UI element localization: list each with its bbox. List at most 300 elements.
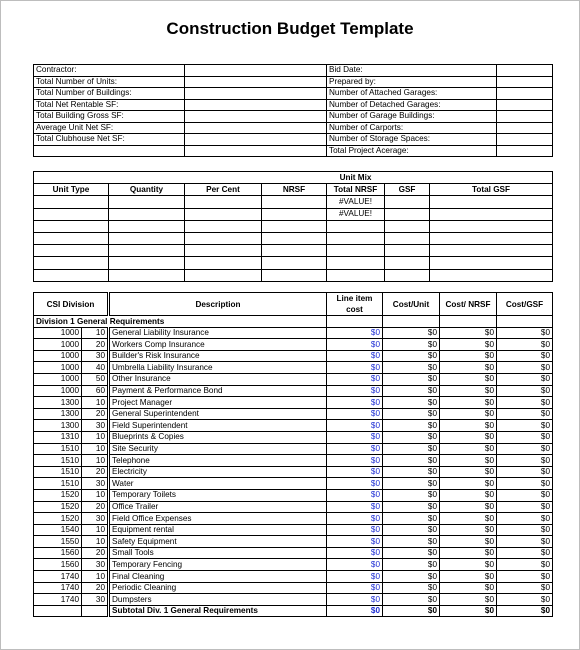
csi-subcode: 10 bbox=[82, 431, 109, 443]
unit-mix-cell[interactable] bbox=[327, 232, 385, 244]
cost-per-unit: $0 bbox=[383, 513, 440, 525]
description: Final Cleaning bbox=[109, 571, 327, 583]
column-header: Total GSF bbox=[430, 184, 553, 196]
line-item-cost: $0 bbox=[327, 420, 383, 432]
unit-mix-cell[interactable] bbox=[109, 245, 185, 257]
cost-per-gsf: $0 bbox=[497, 524, 553, 536]
description: General Liability Insurance bbox=[109, 327, 327, 339]
csi-subcode: 10 bbox=[82, 455, 109, 467]
line-item-cost: $0 bbox=[327, 373, 383, 385]
unit-mix-title-row bbox=[34, 172, 553, 184]
info-value-field[interactable] bbox=[185, 111, 327, 123]
info-label: Prepared by: bbox=[327, 76, 497, 88]
cost-per-nrsf: $0 bbox=[440, 420, 497, 432]
unit-mix-row bbox=[34, 245, 553, 257]
description: Water bbox=[109, 478, 327, 490]
cost-per-gsf: $0 bbox=[497, 420, 553, 432]
subtotal-cost-nrsf: $0 bbox=[440, 605, 497, 617]
cost-per-gsf: $0 bbox=[497, 443, 553, 455]
table-row bbox=[34, 524, 553, 536]
unit-mix-cell[interactable] bbox=[109, 269, 185, 281]
table-row bbox=[34, 420, 553, 432]
unit-mix-cell[interactable] bbox=[385, 245, 430, 257]
empty-cell bbox=[385, 172, 430, 184]
info-value-field[interactable] bbox=[497, 122, 553, 134]
description: Equipment rental bbox=[109, 524, 327, 536]
cost-per-gsf: $0 bbox=[497, 489, 553, 501]
line-item-cost: $0 bbox=[327, 408, 383, 420]
table-row bbox=[34, 339, 553, 351]
cost-per-nrsf: $0 bbox=[440, 339, 497, 351]
cost-per-nrsf: $0 bbox=[440, 385, 497, 397]
line-item-cost: $0 bbox=[327, 513, 383, 525]
empty-cell bbox=[383, 316, 440, 328]
unit-mix-cell[interactable] bbox=[385, 208, 430, 220]
cost-per-gsf: $0 bbox=[497, 594, 553, 606]
table-row bbox=[34, 501, 553, 513]
description: Temporary Fencing bbox=[109, 559, 327, 571]
csi-subcode: 30 bbox=[82, 594, 109, 606]
column-header-csi-division: CSI Division bbox=[34, 293, 109, 316]
cost-per-unit: $0 bbox=[383, 466, 440, 478]
csi-code: 1000 bbox=[34, 385, 82, 397]
csi-code: 1560 bbox=[34, 559, 82, 571]
unit-mix-cell[interactable] bbox=[109, 196, 185, 208]
cost-per-unit: $0 bbox=[383, 443, 440, 455]
info-label: Number of Garage Buildings: bbox=[327, 111, 497, 123]
unit-mix-cell[interactable] bbox=[385, 220, 430, 232]
info-row bbox=[34, 111, 553, 123]
page-title: Construction Budget Template bbox=[166, 19, 414, 38]
unit-mix-cell[interactable] bbox=[185, 257, 262, 269]
cost-per-unit: $0 bbox=[383, 350, 440, 362]
cost-per-gsf: $0 bbox=[497, 582, 553, 594]
info-value-field[interactable] bbox=[497, 76, 553, 88]
table-row bbox=[34, 362, 553, 374]
csi-subcode: 10 bbox=[82, 443, 109, 455]
csi-code: 1300 bbox=[34, 420, 82, 432]
info-value-field[interactable] bbox=[185, 88, 327, 100]
total-nrsf-value: #VALUE! bbox=[327, 196, 385, 208]
description: Electricity bbox=[109, 466, 327, 478]
line-item-cost: $0 bbox=[327, 397, 383, 409]
cost-per-nrsf: $0 bbox=[440, 362, 497, 374]
cost-per-gsf: $0 bbox=[497, 547, 553, 559]
info-value-field[interactable] bbox=[497, 111, 553, 123]
table-row bbox=[34, 327, 553, 339]
unit-mix-row bbox=[34, 269, 553, 281]
cost-per-unit: $0 bbox=[383, 524, 440, 536]
csi-code: 1000 bbox=[34, 362, 82, 374]
description: Dumpsters bbox=[109, 594, 327, 606]
cost-per-unit: $0 bbox=[383, 362, 440, 374]
unit-mix-row bbox=[34, 220, 553, 232]
column-header-cost-unit: Cost/Unit bbox=[383, 293, 440, 316]
csi-subcode: 40 bbox=[82, 362, 109, 374]
unit-mix-title: Unit Mix bbox=[327, 172, 385, 184]
cost-per-nrsf: $0 bbox=[440, 455, 497, 467]
unit-mix-cell[interactable] bbox=[109, 232, 185, 244]
csi-code: 1510 bbox=[34, 443, 82, 455]
table-row bbox=[34, 536, 553, 548]
unit-mix-cell[interactable] bbox=[262, 196, 327, 208]
table-row bbox=[34, 455, 553, 467]
info-value-field[interactable] bbox=[497, 65, 553, 77]
cost-per-gsf: $0 bbox=[497, 327, 553, 339]
unit-mix-cell[interactable] bbox=[109, 257, 185, 269]
unit-mix-cell[interactable] bbox=[34, 208, 109, 220]
info-value-field[interactable] bbox=[185, 99, 327, 111]
division-title: Division 1 General Requirements bbox=[34, 316, 327, 328]
info-row bbox=[34, 99, 553, 111]
line-item-cost: $0 bbox=[327, 455, 383, 467]
unit-mix-row bbox=[34, 257, 553, 269]
table-row bbox=[34, 582, 553, 594]
info-label: Number of Detached Garages: bbox=[327, 99, 497, 111]
table-row bbox=[34, 513, 553, 525]
info-value-field[interactable] bbox=[185, 122, 327, 134]
table-row bbox=[34, 547, 553, 559]
unit-mix-cell[interactable] bbox=[262, 269, 327, 281]
info-value-field[interactable] bbox=[497, 145, 553, 157]
empty-cell bbox=[262, 172, 327, 184]
line-item-cost: $0 bbox=[327, 501, 383, 513]
csi-subcode: 30 bbox=[82, 478, 109, 490]
csi-code: 1740 bbox=[34, 594, 82, 606]
cost-per-unit: $0 bbox=[383, 582, 440, 594]
cost-per-nrsf: $0 bbox=[440, 559, 497, 571]
line-item-cost: $0 bbox=[327, 443, 383, 455]
unit-mix-cell[interactable] bbox=[185, 220, 262, 232]
unit-mix-cell[interactable] bbox=[327, 257, 385, 269]
csi-subcode: 20 bbox=[82, 408, 109, 420]
cost-per-unit: $0 bbox=[383, 455, 440, 467]
unit-mix-cell[interactable] bbox=[430, 196, 553, 208]
table-row bbox=[34, 489, 553, 501]
column-header-line-item-cost: Line item cost bbox=[327, 293, 383, 316]
cost-per-nrsf: $0 bbox=[440, 582, 497, 594]
cost-per-nrsf: $0 bbox=[440, 350, 497, 362]
cost-per-unit: $0 bbox=[383, 373, 440, 385]
csi-subcode: 10 bbox=[82, 489, 109, 501]
csi-code: 1310 bbox=[34, 431, 82, 443]
cost-per-nrsf: $0 bbox=[440, 397, 497, 409]
cost-per-gsf: $0 bbox=[497, 350, 553, 362]
info-value-field[interactable] bbox=[185, 145, 327, 157]
cost-per-unit: $0 bbox=[383, 547, 440, 559]
unit-mix-cell[interactable] bbox=[185, 208, 262, 220]
cost-per-gsf: $0 bbox=[497, 339, 553, 351]
csi-code: 1550 bbox=[34, 536, 82, 548]
subtotal-line-item-cost: $0 bbox=[327, 605, 383, 617]
info-label: Total Clubhouse Net SF: bbox=[34, 134, 185, 146]
description: Telephone bbox=[109, 455, 327, 467]
cost-per-nrsf: $0 bbox=[440, 547, 497, 559]
column-header-cost-nrsf: Cost/ NRSF bbox=[440, 293, 497, 316]
unit-mix-cell[interactable] bbox=[327, 245, 385, 257]
line-item-cost: $0 bbox=[327, 594, 383, 606]
csi-code: 1000 bbox=[34, 350, 82, 362]
subtotal-cost-gsf: $0 bbox=[497, 605, 553, 617]
unit-mix-cell[interactable] bbox=[262, 220, 327, 232]
cost-per-nrsf: $0 bbox=[440, 327, 497, 339]
cost-per-nrsf: $0 bbox=[440, 466, 497, 478]
empty-cell bbox=[185, 172, 262, 184]
unit-mix-cell[interactable] bbox=[109, 208, 185, 220]
empty-cell bbox=[430, 172, 553, 184]
unit-mix-cell[interactable] bbox=[385, 196, 430, 208]
table-row bbox=[34, 478, 553, 490]
line-item-cost: $0 bbox=[327, 339, 383, 351]
info-value-field[interactable] bbox=[185, 76, 327, 88]
unit-mix-cell[interactable] bbox=[430, 269, 553, 281]
unit-mix-cell[interactable] bbox=[262, 208, 327, 220]
cost-per-unit: $0 bbox=[383, 594, 440, 606]
cost-per-unit: $0 bbox=[383, 559, 440, 571]
cost-per-nrsf: $0 bbox=[440, 478, 497, 490]
cost-per-nrsf: $0 bbox=[440, 373, 497, 385]
csi-subcode: 10 bbox=[82, 327, 109, 339]
csi-code: 1540 bbox=[34, 524, 82, 536]
unit-mix-cell[interactable] bbox=[430, 257, 553, 269]
total-nrsf-value: #VALUE! bbox=[327, 208, 385, 220]
unit-mix-cell[interactable] bbox=[262, 245, 327, 257]
unit-mix-cell[interactable] bbox=[109, 220, 185, 232]
description: Site Security bbox=[109, 443, 327, 455]
csi-subcode: 20 bbox=[82, 582, 109, 594]
cost-per-gsf: $0 bbox=[497, 478, 553, 490]
column-header: Per Cent bbox=[185, 184, 262, 196]
cost-per-gsf: $0 bbox=[497, 559, 553, 571]
column-header: Unit Type bbox=[34, 184, 109, 196]
info-value-field[interactable] bbox=[185, 65, 327, 77]
unit-mix-cell[interactable] bbox=[430, 220, 553, 232]
line-item-cost: $0 bbox=[327, 489, 383, 501]
cost-per-unit: $0 bbox=[383, 397, 440, 409]
cost-per-gsf: $0 bbox=[497, 536, 553, 548]
table-row bbox=[34, 571, 553, 583]
info-label: Number of Storage Spaces: bbox=[327, 134, 497, 146]
cost-per-gsf: $0 bbox=[497, 466, 553, 478]
cost-per-nrsf: $0 bbox=[440, 594, 497, 606]
csi-code: 1510 bbox=[34, 466, 82, 478]
csi-code: 1000 bbox=[34, 339, 82, 351]
info-label bbox=[34, 145, 185, 157]
line-item-cost: $0 bbox=[327, 327, 383, 339]
unit-mix-row bbox=[34, 196, 553, 208]
info-label: Bid Date: bbox=[327, 65, 497, 77]
csi-subcode: 10 bbox=[82, 571, 109, 583]
info-label: Number of Attached Garages: bbox=[327, 88, 497, 100]
info-row bbox=[34, 88, 553, 100]
empty-cell bbox=[327, 316, 383, 328]
cost-per-gsf: $0 bbox=[497, 373, 553, 385]
csi-subcode: 10 bbox=[82, 524, 109, 536]
unit-mix-cell[interactable] bbox=[185, 269, 262, 281]
empty-cell bbox=[34, 172, 109, 184]
csi-code: 1000 bbox=[34, 327, 82, 339]
description: Field Superintendent bbox=[109, 420, 327, 432]
unit-mix-cell[interactable] bbox=[385, 257, 430, 269]
unit-mix-header-row bbox=[34, 184, 553, 196]
subtotal-cost-unit: $0 bbox=[383, 605, 440, 617]
csi-subcode: 30 bbox=[82, 350, 109, 362]
table-row bbox=[34, 385, 553, 397]
info-label: Total Number of Units: bbox=[34, 76, 185, 88]
empty-cell bbox=[82, 605, 109, 617]
csi-subcode: 60 bbox=[82, 385, 109, 397]
description: Blueprints & Copies bbox=[109, 431, 327, 443]
info-row bbox=[34, 134, 553, 146]
cost-per-unit: $0 bbox=[383, 489, 440, 501]
info-value-field[interactable] bbox=[497, 134, 553, 146]
cost-per-nrsf: $0 bbox=[440, 501, 497, 513]
csi-subcode: 30 bbox=[82, 420, 109, 432]
unit-mix-cell[interactable] bbox=[34, 269, 109, 281]
unit-mix-cell[interactable] bbox=[185, 245, 262, 257]
csi-subcode: 50 bbox=[82, 373, 109, 385]
cost-per-nrsf: $0 bbox=[440, 489, 497, 501]
line-item-cost: $0 bbox=[327, 466, 383, 478]
unit-mix-cell[interactable] bbox=[34, 232, 109, 244]
description: Safety Equipment bbox=[109, 536, 327, 548]
csi-code: 1000 bbox=[34, 373, 82, 385]
csi-subcode: 30 bbox=[82, 513, 109, 525]
empty-cell bbox=[440, 316, 497, 328]
cost-per-nrsf: $0 bbox=[440, 443, 497, 455]
info-value-field[interactable] bbox=[185, 134, 327, 146]
cost-per-unit: $0 bbox=[383, 536, 440, 548]
cost-per-unit: $0 bbox=[383, 408, 440, 420]
column-header: GSF bbox=[385, 184, 430, 196]
line-item-cost: $0 bbox=[327, 559, 383, 571]
line-item-cost: $0 bbox=[327, 362, 383, 374]
unit-mix-cell[interactable] bbox=[327, 220, 385, 232]
description: Umbrella Liability Insurance bbox=[109, 362, 327, 374]
info-label: Total Net Rentable SF: bbox=[34, 99, 185, 111]
unit-mix-cell[interactable] bbox=[430, 208, 553, 220]
cost-per-gsf: $0 bbox=[497, 408, 553, 420]
cost-per-gsf: $0 bbox=[497, 571, 553, 583]
cost-per-nrsf: $0 bbox=[440, 431, 497, 443]
line-item-cost: $0 bbox=[327, 582, 383, 594]
cost-per-gsf: $0 bbox=[497, 455, 553, 467]
description: Field Office Expenses bbox=[109, 513, 327, 525]
line-item-cost: $0 bbox=[327, 536, 383, 548]
cost-per-nrsf: $0 bbox=[440, 524, 497, 536]
cost-per-nrsf: $0 bbox=[440, 536, 497, 548]
description: Builder's Risk Insurance bbox=[109, 350, 327, 362]
division-row bbox=[34, 316, 553, 328]
cost-per-unit: $0 bbox=[383, 571, 440, 583]
project-info-table bbox=[33, 64, 553, 157]
csi-code: 1520 bbox=[34, 501, 82, 513]
cost-per-unit: $0 bbox=[383, 339, 440, 351]
subtotal-row bbox=[34, 605, 553, 617]
unit-mix-row bbox=[34, 208, 553, 220]
cost-per-unit: $0 bbox=[383, 501, 440, 513]
info-value-field[interactable] bbox=[497, 99, 553, 111]
unit-mix-cell[interactable] bbox=[262, 257, 327, 269]
cost-per-gsf: $0 bbox=[497, 513, 553, 525]
unit-mix-cell[interactable] bbox=[262, 232, 327, 244]
info-label: Total Number of Buildings: bbox=[34, 88, 185, 100]
cost-per-gsf: $0 bbox=[497, 397, 553, 409]
cost-per-nrsf: $0 bbox=[440, 408, 497, 420]
cost-per-nrsf: $0 bbox=[440, 571, 497, 583]
cost-per-gsf: $0 bbox=[497, 501, 553, 513]
info-label: Number of Carports: bbox=[327, 122, 497, 134]
unit-mix-table bbox=[33, 171, 553, 282]
subtotal-label: Subtotal Div. 1 General Requirements bbox=[109, 605, 327, 617]
info-row bbox=[34, 65, 553, 77]
line-item-cost: $0 bbox=[327, 350, 383, 362]
line-item-cost: $0 bbox=[327, 524, 383, 536]
unit-mix-cell[interactable] bbox=[385, 269, 430, 281]
cost-per-gsf: $0 bbox=[497, 362, 553, 374]
description: Project Manager bbox=[109, 397, 327, 409]
cost-per-gsf: $0 bbox=[497, 431, 553, 443]
unit-mix-cell[interactable] bbox=[430, 232, 553, 244]
empty-cell bbox=[497, 316, 553, 328]
csi-header-row bbox=[34, 293, 553, 316]
table-row bbox=[34, 594, 553, 606]
unit-mix-cell[interactable] bbox=[34, 196, 109, 208]
unit-mix-cell[interactable] bbox=[34, 220, 109, 232]
description: General Superintendent bbox=[109, 408, 327, 420]
csi-code: 1520 bbox=[34, 513, 82, 525]
unit-mix-cell[interactable] bbox=[34, 245, 109, 257]
unit-mix-cell[interactable] bbox=[430, 245, 553, 257]
line-item-cost: $0 bbox=[327, 431, 383, 443]
cost-per-nrsf: $0 bbox=[440, 513, 497, 525]
csi-code: 1510 bbox=[34, 455, 82, 467]
csi-subcode: 10 bbox=[82, 536, 109, 548]
description: Office Trailer bbox=[109, 501, 327, 513]
csi-code: 1520 bbox=[34, 489, 82, 501]
csi-subcode: 20 bbox=[82, 466, 109, 478]
unit-mix-cell[interactable] bbox=[327, 269, 385, 281]
line-item-cost: $0 bbox=[327, 547, 383, 559]
line-item-cost: $0 bbox=[327, 385, 383, 397]
unit-mix-row bbox=[34, 232, 553, 244]
cost-per-unit: $0 bbox=[383, 478, 440, 490]
table-row bbox=[34, 466, 553, 478]
csi-subcode: 10 bbox=[82, 397, 109, 409]
unit-mix-cell[interactable] bbox=[385, 232, 430, 244]
unit-mix-cell[interactable] bbox=[185, 196, 262, 208]
empty-cell bbox=[34, 605, 82, 617]
table-row bbox=[34, 408, 553, 420]
column-header-description: Description bbox=[109, 293, 327, 316]
info-label: Total Building Gross SF: bbox=[34, 111, 185, 123]
info-label: Total Project Acerage: bbox=[327, 145, 497, 157]
info-row bbox=[34, 76, 553, 88]
csi-code: 1510 bbox=[34, 478, 82, 490]
csi-code: 1740 bbox=[34, 571, 82, 583]
unit-mix-cell[interactable] bbox=[34, 257, 109, 269]
description: Small Tools bbox=[109, 547, 327, 559]
table-row bbox=[34, 350, 553, 362]
line-item-cost: $0 bbox=[327, 478, 383, 490]
info-value-field[interactable] bbox=[497, 88, 553, 100]
info-row bbox=[34, 122, 553, 134]
unit-mix-cell[interactable] bbox=[185, 232, 262, 244]
csi-code: 1300 bbox=[34, 397, 82, 409]
description: Workers Comp Insurance bbox=[109, 339, 327, 351]
cost-per-unit: $0 bbox=[383, 327, 440, 339]
csi-subcode: 30 bbox=[82, 559, 109, 571]
